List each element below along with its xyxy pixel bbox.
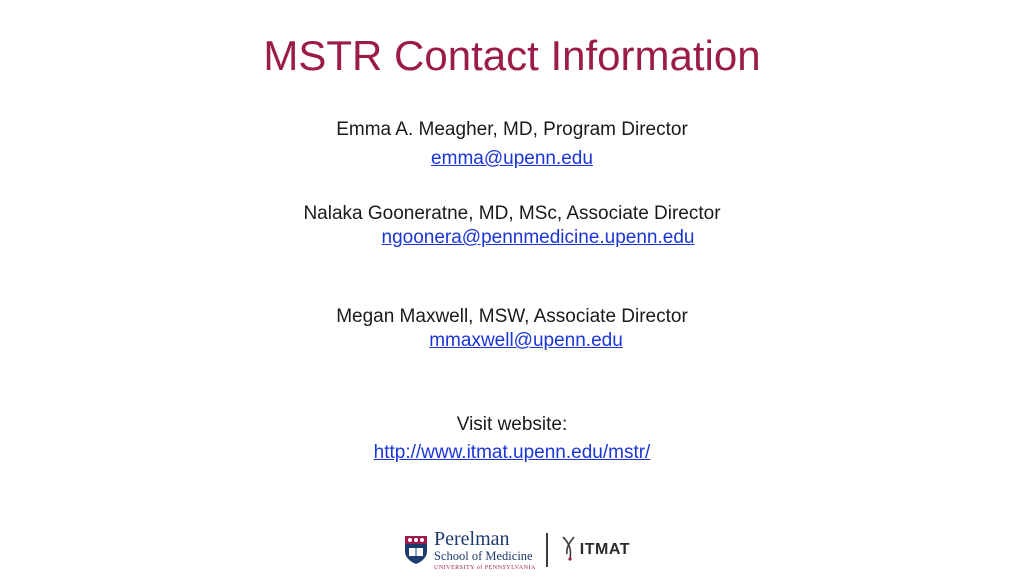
perelman-logo xyxy=(434,529,536,571)
logo-line-2: School of Medicine xyxy=(434,549,533,564)
penn-shield-icon xyxy=(404,535,428,565)
contact-email-link-3[interactable]: mmaxwell@upenn.edu xyxy=(429,330,623,351)
contact-name-1: Emma A. Meagher, MD, Program Director xyxy=(336,119,688,140)
slide-title: MSTR Contact Information xyxy=(263,32,761,79)
contact-email-link-1[interactable]: emma@upenn.edu xyxy=(431,148,593,169)
contact-email-link-2[interactable]: ngoonera@pennmedicine.upenn.edu xyxy=(381,227,695,248)
contact-name-3: Megan Maxwell, MSW, Associate Director xyxy=(336,306,688,327)
contact-email-row-3 xyxy=(0,329,1024,353)
footer-logos xyxy=(404,528,630,572)
contact-email-row-1 xyxy=(0,147,1024,171)
itmat-logo-text: ITMAT xyxy=(579,541,630,558)
website-link[interactable]: http://www.itmat.upenn.edu/mstr/ xyxy=(373,442,651,463)
logo-line-3: UNIVERSITY of PENNSYLVANIA xyxy=(434,564,536,571)
website-row xyxy=(0,441,1024,465)
contact-email-row-2 xyxy=(0,226,1024,250)
logo-divider xyxy=(546,533,548,567)
website-label: Visit website: xyxy=(456,414,568,435)
itmat-logo-icon xyxy=(560,534,578,567)
logo-line-1: Perelman xyxy=(434,528,510,551)
contact-name-2: Nalaka Gooneratne, MD, MSc, Associate Director xyxy=(303,203,721,224)
